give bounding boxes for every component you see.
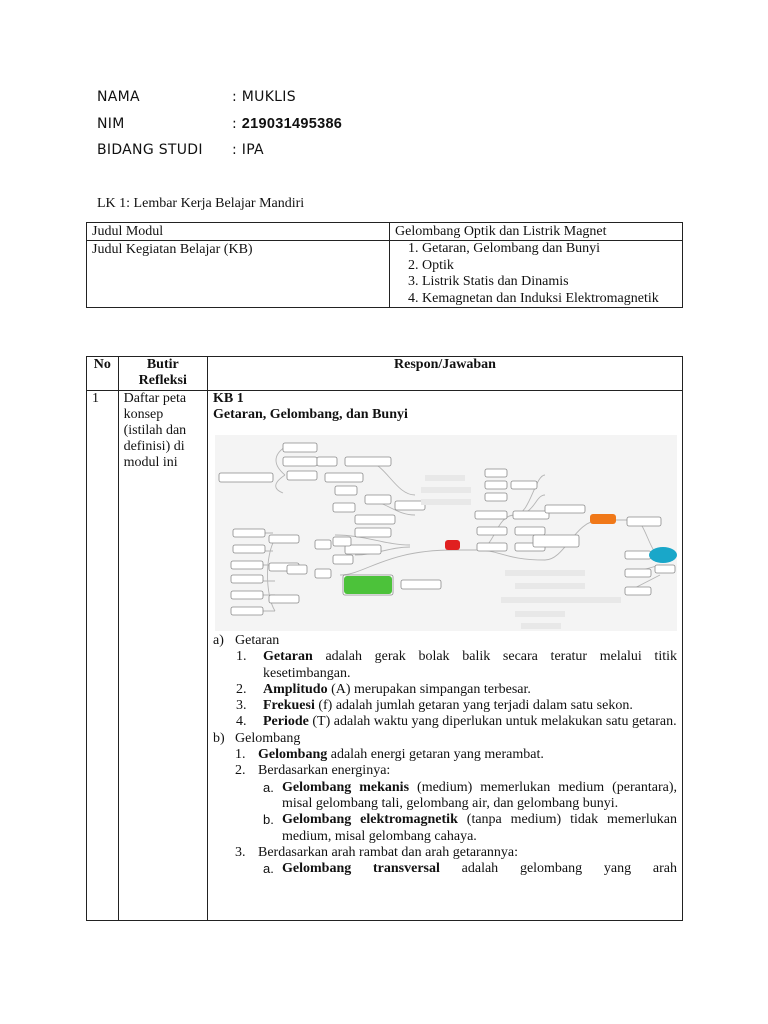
list-item xyxy=(213,714,677,730)
cyan-node xyxy=(649,547,677,563)
concept-map-image xyxy=(215,435,677,631)
section-getaran xyxy=(213,633,677,649)
list-item xyxy=(213,845,677,861)
list-item xyxy=(213,649,677,682)
definition: Berdasarkan arah rambat dan arah getarannya: xyxy=(258,844,519,860)
definition: adalah gelombang yang arah xyxy=(439,861,677,877)
bidang-studi-value: : IPA xyxy=(232,142,264,158)
judul-modul-value: Gelombang Optik dan Listrik Magnet xyxy=(390,223,683,241)
green-node xyxy=(344,576,392,594)
list-marker: 3. xyxy=(235,844,246,860)
definition: Berdasarkan energinya: xyxy=(258,763,391,779)
respon-header-row xyxy=(87,357,683,391)
respon-row xyxy=(87,391,683,921)
kb-item: 3. Listrik Statis dan Dinamis xyxy=(422,274,677,291)
butir-refleksi-text: Daftar peta konsep (istilah dan definisi) di modul ini xyxy=(118,391,207,921)
list-marker: 1. xyxy=(236,649,247,665)
list-marker: b. xyxy=(263,812,274,828)
term: Periode xyxy=(263,714,309,730)
judul-kb-row xyxy=(87,241,683,308)
definition: adalah gerak bolak balik secara teratur melalui titik kesetimbangan. xyxy=(263,649,677,681)
col-respon-header: Respon/Jawaban xyxy=(208,357,683,391)
list-item xyxy=(213,747,677,763)
respon-cell xyxy=(208,391,683,921)
definition: (medium) memerlukan medium (perantara), misal gelombang tali, gelombang air, dan gelombang bunyi. xyxy=(282,779,677,811)
judul-kb-label: Judul Kegiatan Belajar (KB) xyxy=(87,241,390,308)
orange-node xyxy=(590,514,616,524)
col-no-header: No xyxy=(87,357,119,391)
list-marker: a. xyxy=(263,779,274,795)
red-node xyxy=(445,540,460,550)
modul-table xyxy=(86,222,683,308)
list-item xyxy=(213,682,677,698)
list-marker: 1. xyxy=(235,747,246,763)
list-marker: 2. xyxy=(236,681,247,697)
definition: (tanpa medium) tidak memerlukan medium, misal gelombang cahaya. xyxy=(282,812,677,844)
list-item xyxy=(213,698,677,714)
term: Getaran xyxy=(263,649,313,665)
lk-title: LK 1: Lembar Kerja Belajar Mandiri xyxy=(97,196,305,211)
section-title: Gelombang xyxy=(235,730,301,746)
list-marker: 4. xyxy=(236,714,247,730)
term: Gelombang transversal xyxy=(282,861,440,877)
nim-value xyxy=(232,116,342,132)
judul-modul-label: Judul Modul xyxy=(87,223,390,241)
kb-item: 4. Kemagnetan dan Induksi Elektromagnetik xyxy=(422,291,677,308)
term: Gelombang elektromagnetik xyxy=(282,812,458,828)
list-item xyxy=(213,763,677,779)
term: Frekuesi xyxy=(263,698,315,714)
judul-modul-row xyxy=(87,223,683,241)
nim-number: 219031495386 xyxy=(241,116,343,132)
nama-label: NAMA xyxy=(97,89,140,105)
sub-list-item xyxy=(213,780,677,813)
kb-list xyxy=(395,241,677,307)
content-section xyxy=(213,633,677,877)
term: Gelombang xyxy=(258,747,328,763)
term: Amplitudo xyxy=(263,681,328,697)
kb-title: Getaran, Gelombang, dan Bunyi xyxy=(213,407,408,422)
definition: (A) merupakan simpangan terbesar. xyxy=(327,681,531,697)
definition: adalah energi getaran yang merambat. xyxy=(327,747,544,763)
nama-value: : MUKLIS xyxy=(232,89,296,105)
sub-list-item xyxy=(213,861,677,877)
definition: (f) adalah jumlah getaran yang terjadi dalam satu sekon. xyxy=(314,698,633,714)
list-marker: 2. xyxy=(235,763,246,779)
kb-list-cell xyxy=(390,241,683,308)
col-butir-header: Butir Refleksi xyxy=(118,357,207,391)
nim-label: NIM xyxy=(97,116,125,132)
kb-label: KB 1 xyxy=(213,391,244,406)
section-gelombang xyxy=(213,731,677,747)
list-marker: 3. xyxy=(236,698,247,714)
term: Gelombang mekanis xyxy=(282,779,410,795)
respon-table xyxy=(86,356,683,921)
definition: (T) adalah waktu yang diperlukan untuk melakukan satu getaran. xyxy=(308,714,677,730)
row-number: 1 xyxy=(87,391,119,921)
list-marker: b) xyxy=(213,730,225,746)
nim-colon: : xyxy=(232,116,238,132)
bidang-studi-label: BIDANG STUDI xyxy=(97,142,203,158)
list-marker: a. xyxy=(263,861,274,877)
sub-list-item xyxy=(213,812,677,845)
list-marker: a) xyxy=(213,633,224,648)
section-title: Getaran xyxy=(235,633,280,648)
kb-item: 1. Getaran, Gelombang dan Bunyi xyxy=(422,241,677,258)
kb-item: 2. Optik xyxy=(422,258,677,275)
